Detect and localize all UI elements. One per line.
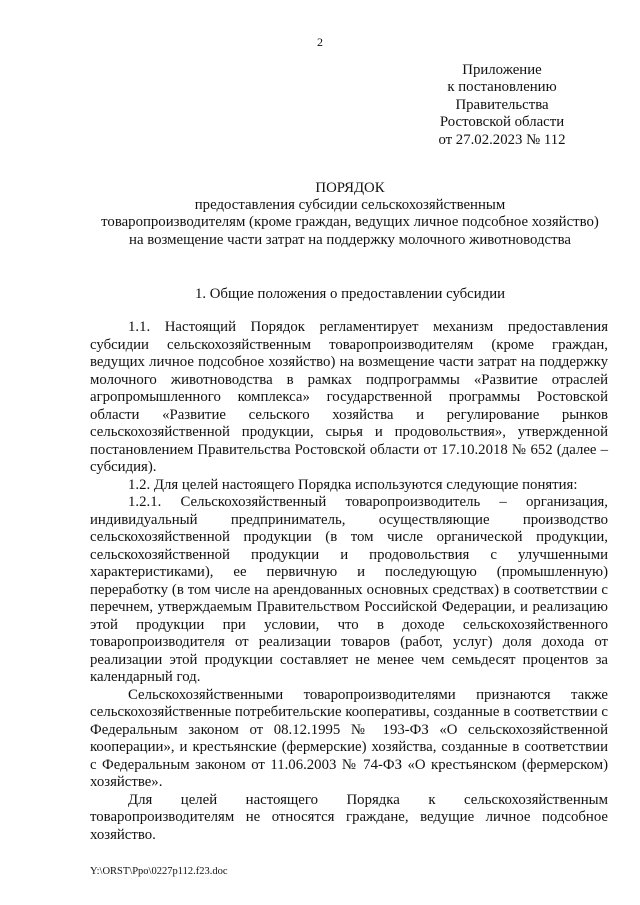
paragraph: 1.2.1. Сельскохозяйственный товаропроизводитель – организация, индивидуальный предприниматель, осуществляющие производство сельскохозяйственной продукции (в том числе органической продукции, сельскохозяйственной продукции и продовольствия с улучшенными характеристиками), ее первичную и последующую (промышленную) переработку (в том числе на арендованных основных средствах) в соответствии с перечнем, утверждаемым Правительством Российской Федерации, и реализацию этой продукции при условии, что в доходе сельскохозяйственного товаропроизводителя от реализации товаров (работ, услуг) доля дохода от реализации этой продукции составляет не менее чем семьдесят процентов за календарный год. [90,494,608,685]
appendix-block [422,62,582,149]
document-subtitle-line: на возмещение части затрат на поддержку молочного животноводства [129,231,571,248]
paragraph: 1.1. Настоящий Порядок регламентирует механизм предоставления субсидии сельскохозяйственным товаропроизводителям (кроме граждан, ведущих личное подсобное хозяйство) на возмещение части затрат на поддержку молочного животноводства в рамках подпрограммы «Развитие отраслей агропромышленного комплекса» государственной программы Ростовской области «Развитие сельского хозяйства и регулирование рынков сельскохозяйственной продукции, сырья и продовольствия», утвержденной постановлением Правительства Ростовской области от 17.10.2018 № 652 (далее – субсидия). [90,319,608,475]
paragraph: Для целей настоящего Порядка к сельскохозяйственным товаропроизводителям не относятся граждане, ведущие личное подсобное хозяйство. [90,791,608,843]
page-number: 2 [317,35,323,49]
paragraph: Сельскохозяйственными товаропроизводителями признаются также сельскохозяйственные потребительские кооперативы, созданные в соответствии с Федеральным законом от 08.12.1995 № 193-ФЗ «О сельскохозяйственной кооперации», и крестьянские (фермерские) хозяйства, созданные в соответствии с Федеральным законом от 11.06.2003 № 74-ФЗ «О крестьянском (фермерском) хозяйстве». [90,686,608,790]
appendix-line: Правительства [455,96,549,113]
appendix-line: Приложение [462,62,542,78]
paragraph: 1.2. Для целей настоящего Порядка используются следующие понятия: [128,476,578,493]
appendix-line: Ростовской области [439,114,565,131]
footer-file-path: Y:\ORST\Ppo\0227p112.f23.doc [90,866,228,877]
document-subtitle-line: товаропроизводителям (кроме граждан, ведущих личное подсобное хозяйство) [101,214,599,231]
document-subtitle-line: предоставления субсидии сельскохозяйственным [194,197,506,214]
section-heading: 1. Общие положения о предоставлении субсидии [194,286,506,302]
document-body [90,319,608,844]
document-title: ПОРЯДОК [315,180,385,196]
document-heading [40,180,640,249]
appendix-line: к постановлению [447,79,557,96]
appendix-line: от 27.02.2023 № 112 [438,131,566,148]
